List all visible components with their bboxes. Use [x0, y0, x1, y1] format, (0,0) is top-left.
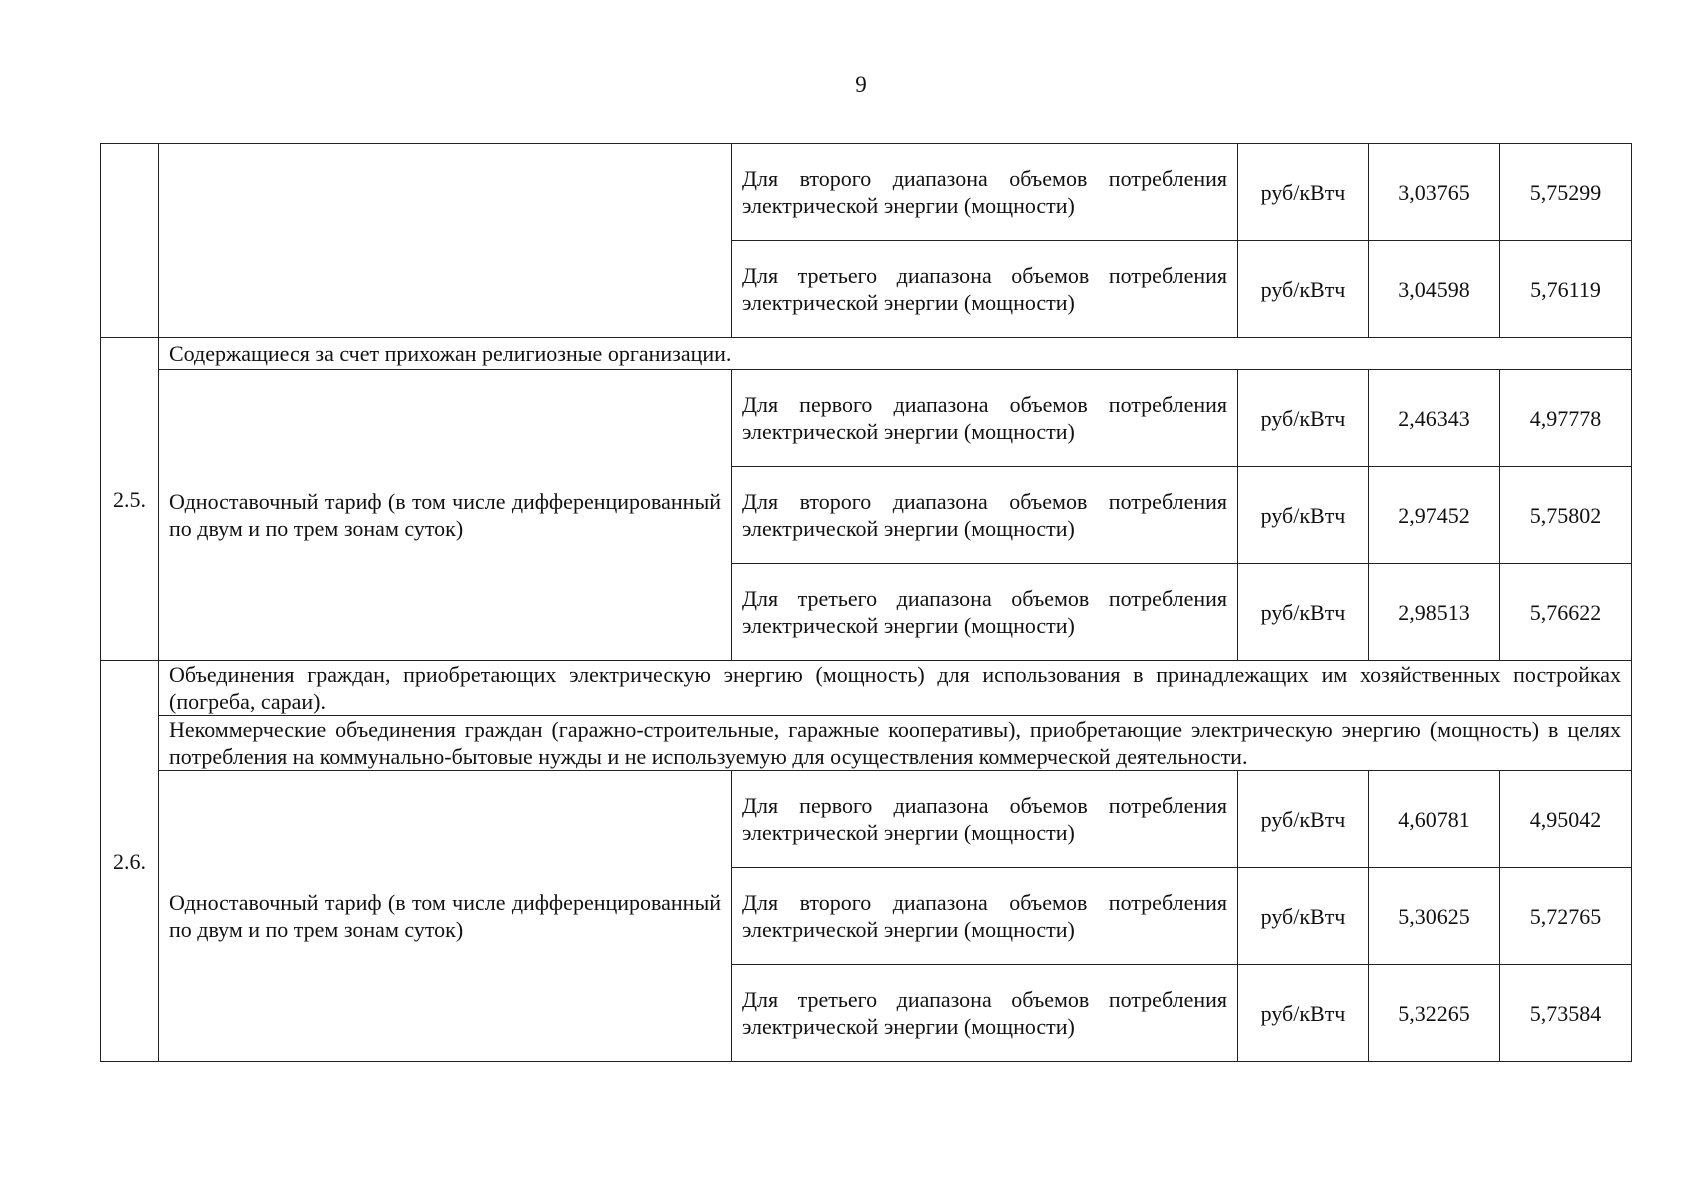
table-row	[101, 144, 1632, 241]
value2-cell: 4,97778	[1500, 370, 1632, 467]
value2-cell: 5,75802	[1500, 467, 1632, 564]
tariff-name-cell: Одноставочный тариф (в том числе дифференцированный по двум и по трем зонам суток)	[159, 370, 732, 661]
section-number-cell: 2.5.	[101, 338, 159, 661]
unit-cell: руб/кВтч	[1238, 965, 1369, 1062]
unit-cell: руб/кВтч	[1238, 868, 1369, 965]
unit-cell: руб/кВтч	[1238, 144, 1369, 241]
value2-cell: 5,76119	[1500, 241, 1632, 338]
range-cell: Для третьего диапазона объемов потребления электрической энергии (мощности)	[732, 564, 1238, 661]
value1-cell: 5,30625	[1369, 868, 1500, 965]
value2-cell: 4,95042	[1500, 771, 1632, 868]
value1-cell: 2,46343	[1369, 370, 1500, 467]
value1-cell: 2,98513	[1369, 564, 1500, 661]
section-number-cell: 2.6.	[101, 661, 159, 1062]
value1-cell: 3,04598	[1369, 241, 1500, 338]
range-cell: Для первого диапазона объемов потребления электрической энергии (мощности)	[732, 370, 1238, 467]
value2-cell: 5,73584	[1500, 965, 1632, 1062]
unit-cell: руб/кВтч	[1238, 564, 1369, 661]
value1-cell: 4,60781	[1369, 771, 1500, 868]
category-cell: Некоммерческие объединения граждан (гаражно-строительные, гаражные кооперативы), приобретающие электрическую энергию (мощность) в целях потребления на коммунально-бытовые нужды и не используемую для осуществления коммерческой деятельности.	[159, 716, 1632, 771]
table-row	[101, 771, 1632, 868]
unit-cell: руб/кВтч	[1238, 771, 1369, 868]
range-cell: Для второго диапазона объемов потребления электрической энергии (мощности)	[732, 868, 1238, 965]
value1-cell: 5,32265	[1369, 965, 1500, 1062]
table-row	[101, 370, 1632, 467]
range-cell: Для второго диапазона объемов потребления электрической энергии (мощности)	[732, 467, 1238, 564]
value2-cell: 5,75299	[1500, 144, 1632, 241]
unit-cell: руб/кВтч	[1238, 467, 1369, 564]
category-cell: Содержащиеся за счет прихожан религиозные организации.	[159, 338, 1632, 370]
category-row	[101, 338, 1632, 370]
category-row	[101, 661, 1632, 716]
value2-cell: 5,72765	[1500, 868, 1632, 965]
tariff-name-cell	[159, 144, 732, 338]
range-cell: Для первого диапазона объемов потребления электрической энергии (мощности)	[732, 771, 1238, 868]
value2-cell: 5,76622	[1500, 564, 1632, 661]
unit-cell: руб/кВтч	[1238, 241, 1369, 338]
category-row	[101, 716, 1632, 771]
range-cell: Для третьего диапазона объемов потребления электрической энергии (мощности)	[732, 965, 1238, 1062]
tariff-name-cell: Одноставочный тариф (в том числе дифференцированный по двум и по трем зонам суток)	[159, 771, 732, 1062]
page-number: 9	[855, 72, 867, 97]
unit-cell: руб/кВтч	[1238, 370, 1369, 467]
category-cell: Объединения граждан, приобретающих электрическую энергию (мощность) для использования в принадлежащих им хозяйственных постройках (погреба, сараи).	[159, 661, 1632, 716]
range-cell: Для второго диапазона объемов потребления электрической энергии (мощности)	[732, 144, 1238, 241]
range-cell: Для третьего диапазона объемов потребления электрической энергии (мощности)	[732, 241, 1238, 338]
section-number-cell	[101, 144, 159, 338]
value1-cell: 3,03765	[1369, 144, 1500, 241]
value1-cell: 2,97452	[1369, 467, 1500, 564]
tariff-table	[100, 143, 1632, 1062]
